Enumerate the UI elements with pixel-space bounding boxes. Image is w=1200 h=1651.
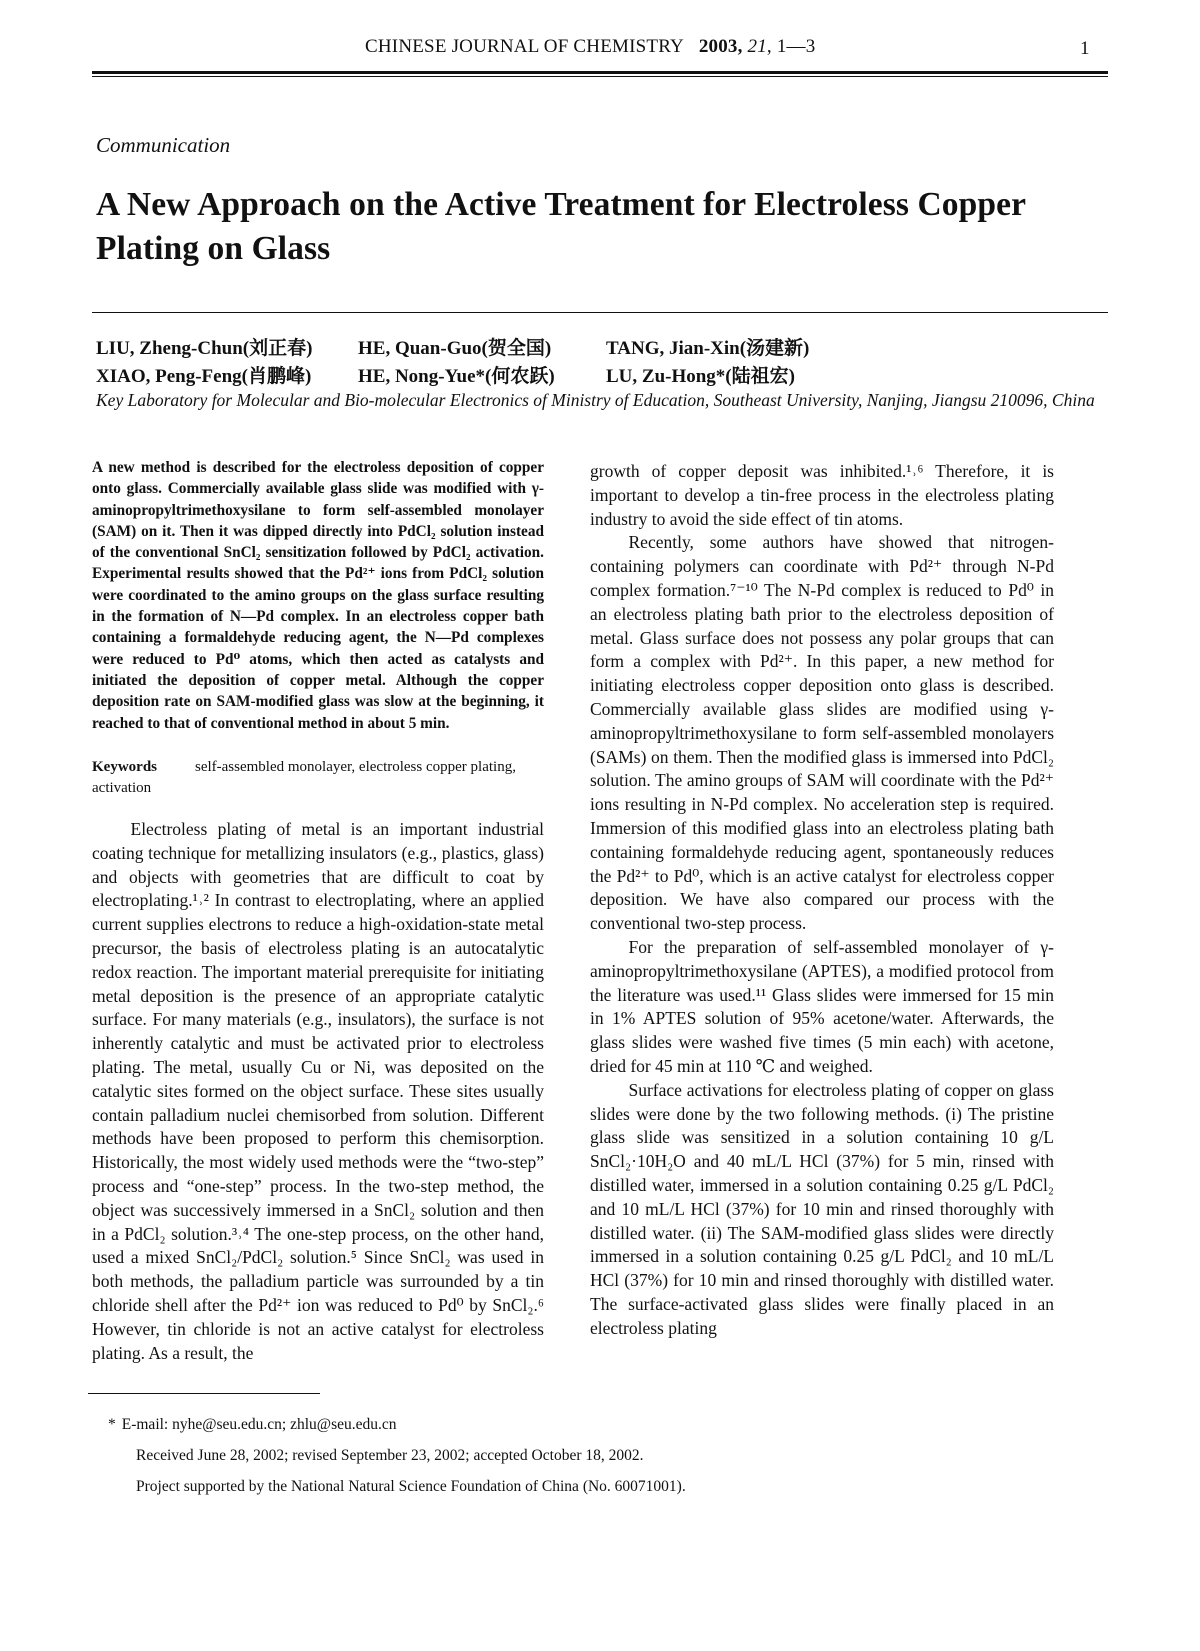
- article-title: A New Approach on the Active Treatment for Electroless Copper Plating on Glass: [96, 186, 1026, 267]
- abstract: A new method is described for the electroless deposition of copper onto glass. Commercially available glass slide was modified with γ-aminopropyltrimethoxysilane to form self-assembled monolayer (SAM) on it. Then it was dipped directly into PdCl₂ solution instead of the conventional SnCl₂ sensitization followed by PdCl₂ activation. Experimental results showed that the Pd²⁺ ions from PdCl₂ solution were coordinated to the amino groups on the glass surface resulting in the formation of N—Pd complex. In an electroless copper bath containing a formaldehyde reducing agent, the N—Pd complexes were reduced to Pd⁰ atoms, which then acted as catalysts and initiated the deposition of copper metal. Although the copper deposition rate on SAM-modified glass was slow at the beginning, it reached to that of conventional method in about 5 min.: [92, 459, 544, 732]
- header-rule-thin: [92, 76, 1108, 77]
- keywords-label: Keywords: [92, 759, 157, 775]
- keywords-text: self-assembled monolayer, electroless copper plating, activation: [92, 759, 516, 796]
- keywords: [92, 757, 544, 799]
- journal-year: 2003,: [698, 36, 743, 57]
- body-paragraph: Surface activations for electroless plating of copper on glass slides were done by the two following methods. (i) The pristine glass slide was sensitized in a solution containing 10 g/L SnCl₂·10H₂O and 40 mL/L HCl (37%) for 5 min, rinsed with distilled water, immersed in a solution containing 0.25 g/L PdCl₂ and 10 mL/L HCl (37%) for 10 min and rinsed thoroughly with distilled water. (ii) The SAM-modified glass slides were directly immersed in a solution containing 0.25 g/L PdCl₂ and 10 mL/L HCl (37%) for 10 min and rinsed thoroughly with distilled water. The surface-activated glass slides were finally placed in an electroless plating: [590, 1079, 1054, 1338]
- author-row: [96, 333, 1106, 361]
- footnote-received: Received June 28, 2002; revised September 23, 2002; accepted October 18, 2002.: [136, 1447, 644, 1464]
- author-name: LU, Zu-Hong*(陆祖宏): [606, 366, 795, 387]
- author-list: [96, 333, 1106, 389]
- footnotes: [96, 1409, 996, 1502]
- affiliation: Key Laboratory for Molecular and Bio-molecular Electronics of Ministry of Education, Southeast University, Nanjing, Jiangsu 210096, China: [96, 390, 1095, 410]
- body-paragraph: growth of copper deposit was inhibited.¹˒⁶ Therefore, it is important to develop a tin-free process in the electroless plating industry to avoid the side effect of tin atoms.: [590, 461, 1054, 529]
- author-row: [96, 361, 1106, 389]
- header-rule: [92, 71, 1108, 74]
- body-paragraph: For the preparation of self-assembled monolayer of γ-aminopropyltrimethoxysilane (APTES), a modified protocol from the literature was used.¹¹ Glass slides were immersed for 15 min in 1% APTES solution of 95% acetone/water. Afterwards, the glass slides were washed five times (5 min each) with acetone, dried for 45 min at 110 ℃ and weighed.: [590, 936, 1054, 1076]
- footnote-project: Project supported by the National Natural Science Foundation of China (No. 60071001).: [136, 1478, 686, 1495]
- journal-volume: 21: [747, 36, 767, 57]
- author-name: HE, Nong-Yue*(何农跃): [358, 366, 555, 387]
- author-name: XIAO, Peng-Feng(肖鹏峰): [96, 366, 312, 387]
- footnote-marker: *: [108, 1416, 116, 1433]
- footnote-rule: [88, 1393, 320, 1394]
- body-column-left: [92, 818, 544, 1365]
- journal-pages: , 1—3: [766, 36, 816, 57]
- author-name: LIU, Zheng-Chun(刘正春): [96, 338, 313, 359]
- body-paragraph: Recently, some authors have showed that nitrogen-containing polymers can coordinate with Pd²⁺ through N-Pd complex formation.⁷⁻¹⁰ The N-Pd complex is reduced to Pd⁰ in an electroless plating bath prior to the electroless deposition of metal. Glass surface does not possess any polar groups that can form a complex with Pd²⁺. In this paper, a new method for initiating electroless copper deposition onto glass is described. Commercially available glass slides are modified using γ-aminopropyltrimethoxysilane to form self-assembled monolayers (SAMs) on them. Then the modified glass is immersed into PdCl₂ solution. The amino groups of SAM will coordinate with the Pd²⁺ ions resulting in N-Pd complex. No acceleration step is required. Immersion of this modified glass into an electroless plating bath containing formaldehyde reducing agent, spontaneously reduces the Pd²⁺ to Pd⁰, which is an active catalyst for electroless copper deposition. We have also compared our process with the conventional two-step process.: [590, 532, 1054, 934]
- title-rule: [92, 312, 1108, 313]
- article-section: Communication: [96, 133, 231, 157]
- body-column-right: [590, 460, 1054, 1340]
- page-number: 1: [1080, 38, 1090, 59]
- author-name: HE, Quan-Guo(贺全国): [358, 338, 552, 359]
- footnote-email-line: [96, 1409, 996, 1440]
- footnote-email: E-mail: nyhe@seu.edu.cn; zhlu@seu.edu.cn: [121, 1416, 397, 1433]
- author-name: TANG, Jian-Xin(汤建新): [606, 338, 810, 359]
- running-header: [0, 28, 1200, 68]
- journal-citation: [365, 36, 815, 58]
- body-paragraph: Electroless plating of metal is an important industrial coating technique for metallizing insulators (e.g., plastics, glass) and objects with geometries that are difficult to coat by electroplating.¹˒² In contrast to electroplating, where an applied current supplies electrons to reduce a high-oxidation-state metal precursor, the basis of electroless plating is an autocatalytic redox reaction. The important material prerequisite for initiating metal deposition is the presence of an appropriate catalytic surface. For many materials (e.g., insulators), the surface is not inherently catalytic and must be activated prior to electroless plating. The metal, usually Cu or Ni, was deposited on the catalytic sites formed on the object surface. These sites usually contain palladium nuclei chemisorbed from solution. Different methods have been proposed to perform this chemisorption. Historically, the most widely used methods were the “two-step” process and “one-step” process. In the two-step method, the object was successively immersed in a SnCl₂ solution and then in a PdCl₂ solution.³˒⁴ The one-step process, on the other hand, used a mixed SnCl₂/PdCl₂ solution.⁵ Since SnCl₂ was used in both methods, the palladium particle was surrounded by a tin chloride shell after the Pd²⁺ ion was reduced to Pd⁰ by SnCl₂.⁶ However, tin chloride is not an active catalyst for electroless plating. As a result, the: [92, 819, 544, 1363]
- journal-name: CHINESE JOURNAL OF CHEMISTRY: [365, 36, 684, 57]
